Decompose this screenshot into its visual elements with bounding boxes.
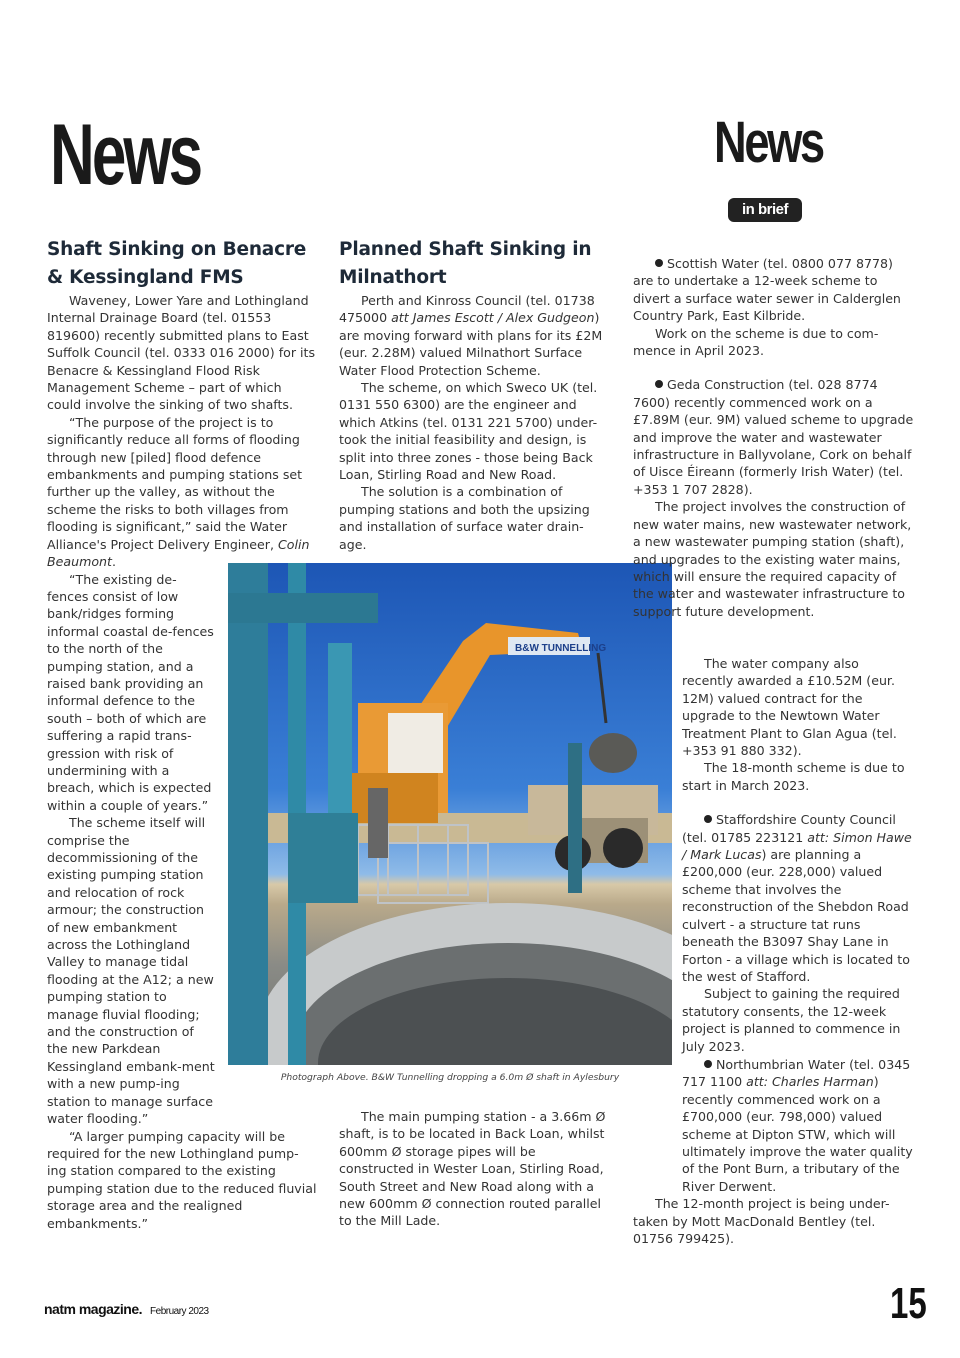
magazine-name: natm magazine. [44, 1301, 143, 1317]
shaft-photograph [228, 563, 672, 1065]
photo-caption: Photograph Above. B&W Tunnelling dropping a 6.0m Ø shaft in Aylesbury [280, 1072, 620, 1083]
paragraph: The scheme itself will comprise the decommissioning of the existing pumping station and relocation of rock armour; the construction of new embankment across the Lothingland Valley to manage tidal flooding at the A12; a new pumping station to manage fluvial flooding; and the construction of the new Parkdean Kessingland embank-ment with a new pump-ing station to manage surface water flooding.” [47, 815, 215, 1127]
paragraph: Perth and Kinross Council (tel. 01738 475000 att James Escott / Alex Gudgeon) are moving forward with plans for its £2M (eur. 2.28M) valued Milnathort Surface Water Flood Protection Scheme. [339, 293, 603, 378]
brief-item: Northumbrian Water (tel. 0345 717 1100 att: Charles Harman) recently commenced work on a £700,000 (eur. 798,000) valued scheme at Dipton STW, which will ultimately improve the water quality of the Pont Burn, a tributary of the River Derwent. [682, 1057, 913, 1194]
headline-benacre: Shaft Sinking on Benacre & Kessingland FMS [47, 239, 307, 288]
bullet-icon [704, 815, 712, 823]
news-in-brief-column [633, 255, 915, 620]
news-in-brief-column-bottom [633, 1056, 915, 1247]
excavator-logo: B&W TUNNELLING [515, 643, 607, 654]
issue-date: February 2023 [150, 1306, 209, 1317]
page-number: 15 [890, 1279, 927, 1328]
masthead-title: News [50, 107, 201, 203]
paragraph: “The existing de-fences consist of low bank/ridges forming informal coastal de-fences to the north of the pumping station, and a raised bank providing an informal defence to the south – both of which are suffering a rapid trans-gression with risk of undermining with a breach, which is expected within a couple of years.” [47, 571, 214, 813]
in-brief-badge: in brief [728, 198, 802, 222]
news-in-brief-column-lower [682, 655, 914, 1055]
bullet-icon [655, 259, 663, 267]
bullet-icon [704, 1060, 712, 1068]
article-milnathort [339, 236, 611, 553]
paragraph: “A larger pumping capacity will be required for the new Lothingland pump-ing station compared to the existing pumping station due to the reduced fluvial storage area and the realigned embankments.” [47, 1128, 317, 1231]
paragraph: The project involves the construction of new water mains, new wastewater network, a new wastewater pumping station (shaft), and upgrades to the existing water mains, which will ensure the required capacity of the water and wastewater infrastructure to support future development. [633, 499, 912, 619]
brief-item: Geda Construction (tel. 028 8774 7600) recently commenced work on a £7.89M (eur. 9M) valued scheme to upgrade and improve the water and wastewater infrastructure in Ballyvolane, Cork on behalf of Uisce Éireann (formerly Irish Water) (tel. +353 1 707 2828). [633, 377, 914, 497]
bullet-icon [655, 380, 663, 388]
paragraph: The main pumping station - a 3.66m Ø shaft, is to be located in Back Loan, whilst 600mm Ø storage pipes will be constructed in Wester Loan, Stirling Road, South Street and New Road along with a new 600mm Ø connection routed parallel to the Mill Lade. [339, 1109, 606, 1229]
brief-item: Staffordshire County Council (tel. 01785 223121 att: Simon Hawe / Mark Lucas) are planning a £200,000 (eur. 228,000) valued scheme that involves the reconstruction of the Shebdon Road culvert - a structure tat runs beneath the B3097 Shay Lane in Forton - a village which is located to the west of Stafford. [682, 812, 912, 984]
paragraph: Waveney, Lower Yare and Lothingland Internal Drainage Board (tel. 01553 819600) recently submitted plans to East Suffolk Council (tel. 0333 016 2000) for its Benacre & Kessingland Flood Risk Management Scheme – part of which could involve the sinking of two shafts. [47, 293, 316, 413]
paragraph: The 18-month scheme is due to start in March 2023. [682, 760, 905, 793]
paragraph: Subject to gaining the required statutory consents, the 12-week project is planned to commence in July 2023. [682, 986, 901, 1054]
paragraph: The solution is a combination of pumping stations and both the upsizing and installation of surface water drain-age. [339, 484, 590, 552]
brief-item: Scottish Water (tel. 0800 077 8778) are to undertake a 12-week scheme to divert a surface water sewer in Calderglen Country Park, East Kilbride. [633, 256, 901, 324]
paragraph: Work on the scheme is due to com-mence in April 2023. [633, 325, 879, 359]
headline-milnathort: Planned Shaft Sinking in Milnathort [339, 239, 592, 288]
paragraph: “The purpose of the project is to significantly reduce all forms of flooding through new [piled] flood defence embankments and pumping stations set further up the valley, as without the scheme the risks to both villages from flooding is significant,” said the Water Alliance's Project Delivery Engineer, Colin Beaumont. [47, 414, 310, 570]
section-title: News [714, 110, 823, 175]
paragraph: The 12-month project is being under-taken by Mott MacDonald Bentley (tel. 01756 799425). [633, 1196, 890, 1247]
article-milnathort-continued [339, 1108, 614, 1230]
footer-brand [44, 1301, 209, 1317]
paragraph: The scheme, on which Sweco UK (tel. 0131 550 6300) are the engineer and which Atkins (tel. 0131 221 5700) under-took the initial feasibility and design, is split into three zones - those being Back Loan, Stirling Road and New Road. [339, 380, 598, 483]
paragraph: The water company also recently awarded a £10.52M (eur. 12M) valued contract for the upgrade to the Newtown Water Treatment Plant to Glan Agua (tel. +353 91 880 332). [682, 656, 897, 759]
